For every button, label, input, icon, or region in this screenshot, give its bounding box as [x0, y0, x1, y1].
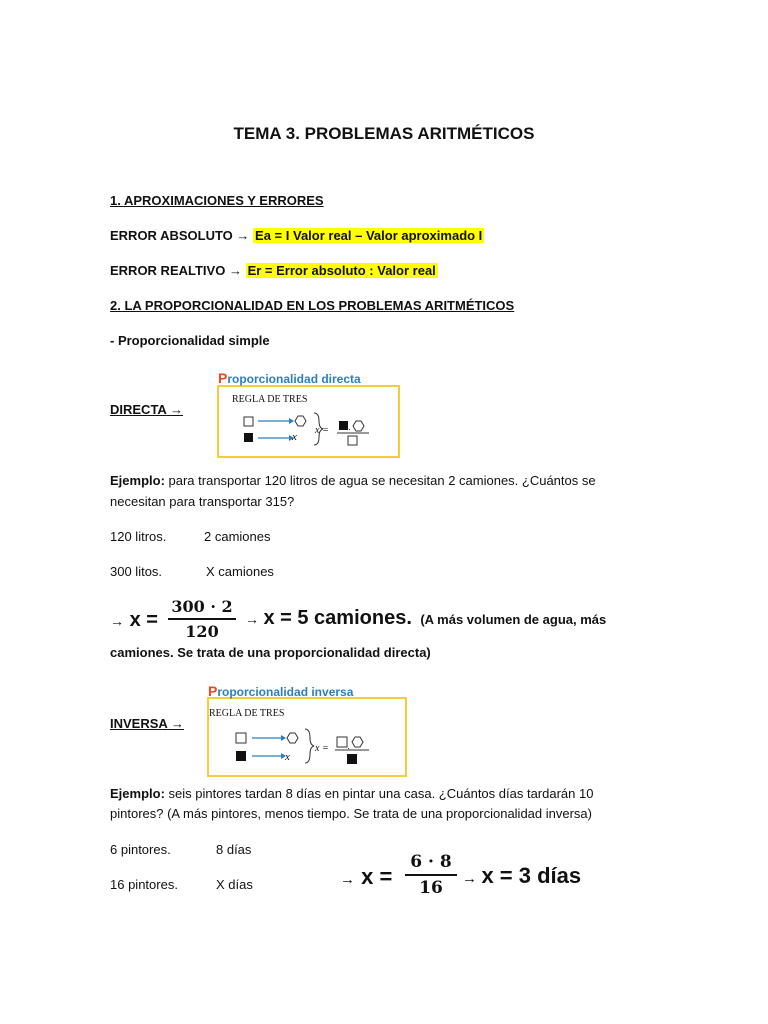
error-relativo-formula: Er = Error absoluto : Valor real	[247, 263, 436, 278]
arrow-icon: →	[228, 263, 242, 278]
directa-example-line-2: necesitan para transportar 315?	[110, 494, 295, 509]
directa-figure-title: Proporcionalidad directa	[218, 370, 361, 386]
arrow-icon: →	[462, 870, 477, 887]
arrow-icon: →	[169, 402, 183, 417]
dot-operator: ·	[347, 743, 350, 753]
inversa-example-line-1: Ejemplo: seis pintores tardan 8 días en pintar una casa. ¿Cuántos días tardarán 10	[110, 786, 594, 801]
page-title: TEMA 3. PROBLEMAS ARITMÉTICOS	[233, 124, 535, 143]
fraction-denominator: 16	[419, 878, 443, 898]
arrow-icon: →	[170, 716, 184, 731]
fraction-denominator: 120	[185, 622, 219, 641]
arrow-icon: →	[110, 613, 124, 629]
regla-de-tres-diagram	[209, 711, 405, 775]
directa-row-1-b: 2 camiones	[204, 529, 271, 544]
error-relativo-line	[110, 263, 438, 278]
inversa-figure	[207, 697, 407, 777]
directa-figure	[217, 385, 400, 458]
inversa-row-2-a: 16 pintores.	[110, 877, 178, 892]
dot-operator: ·	[348, 424, 351, 434]
x-variable: x	[292, 431, 297, 443]
arrow-icon: →	[236, 228, 250, 243]
inversa-result-line	[462, 863, 581, 889]
directa-result-line	[245, 607, 606, 630]
directa-result: x = 5 camiones.	[263, 607, 412, 629]
inversa-row-1-a: 6 pintores.	[110, 842, 171, 857]
section-2-heading: 2. LA PROPORCIONALIDAD EN LOS PROBLEMAS ARITMÉTICOS	[110, 298, 515, 313]
error-absoluto-formula: Ea = I Valor real – Valor aproximado I	[255, 228, 483, 243]
arrow-icon: →	[340, 871, 355, 888]
error-relativo-label: ERROR REALTIVO	[110, 263, 226, 278]
x-variable: x	[285, 751, 290, 763]
regla-de-tres-label: REGLA DE TRES	[232, 394, 308, 405]
arrow-icon: →	[245, 611, 259, 627]
x-equals: x =	[315, 743, 329, 754]
fraction-numerator: 300 · 2	[171, 597, 233, 616]
inversa-result: x = 3 días	[481, 863, 582, 888]
directa-row-2-b: X camiones	[206, 564, 274, 579]
directa-label: DIRECTA →	[110, 402, 183, 417]
directa-row-1-a: 120 litros.	[110, 529, 167, 544]
regla-de-tres-label: REGLA DE TRES	[209, 708, 285, 719]
inversa-example-line-2: pintores? (A más pintores, menos tiempo. Se trata de una proporcionalidad inversa)	[110, 806, 592, 821]
directa-formula-lhs: → x =	[110, 609, 158, 631]
regla-de-tres-diagram	[219, 395, 398, 455]
error-absoluto-line	[110, 228, 484, 243]
inversa-label: INVERSA →	[110, 716, 184, 731]
inversa-fraction	[405, 852, 457, 898]
section-1-heading: 1. APROXIMACIONES Y ERRORES	[110, 193, 324, 208]
inversa-row-1-b: 8 días	[216, 842, 252, 857]
fraction-numerator: 6 · 8	[410, 852, 452, 872]
inversa-formula-lhs: → x =	[340, 864, 393, 889]
directa-example-line-1: Ejemplo: para transportar 120 litros de agua se necesitan 2 camiones. ¿Cuántos se	[110, 473, 596, 488]
directa-note-2: camiones. Se trata de una proporcionalidad directa)	[110, 645, 431, 660]
inversa-row-2-b: X días	[216, 877, 253, 892]
directa-note-1: (A más volumen de agua, más	[420, 612, 607, 627]
directa-row-2-a: 300 litos.	[110, 564, 163, 579]
x-equals: x =	[315, 425, 329, 436]
section-2-subheading: - Proporcionalidad simple	[110, 333, 270, 348]
error-absoluto-label: ERROR ABSOLUTO	[110, 228, 233, 243]
inversa-figure-title: Proporcionalidad inversa	[208, 683, 354, 699]
directa-fraction	[168, 597, 236, 641]
